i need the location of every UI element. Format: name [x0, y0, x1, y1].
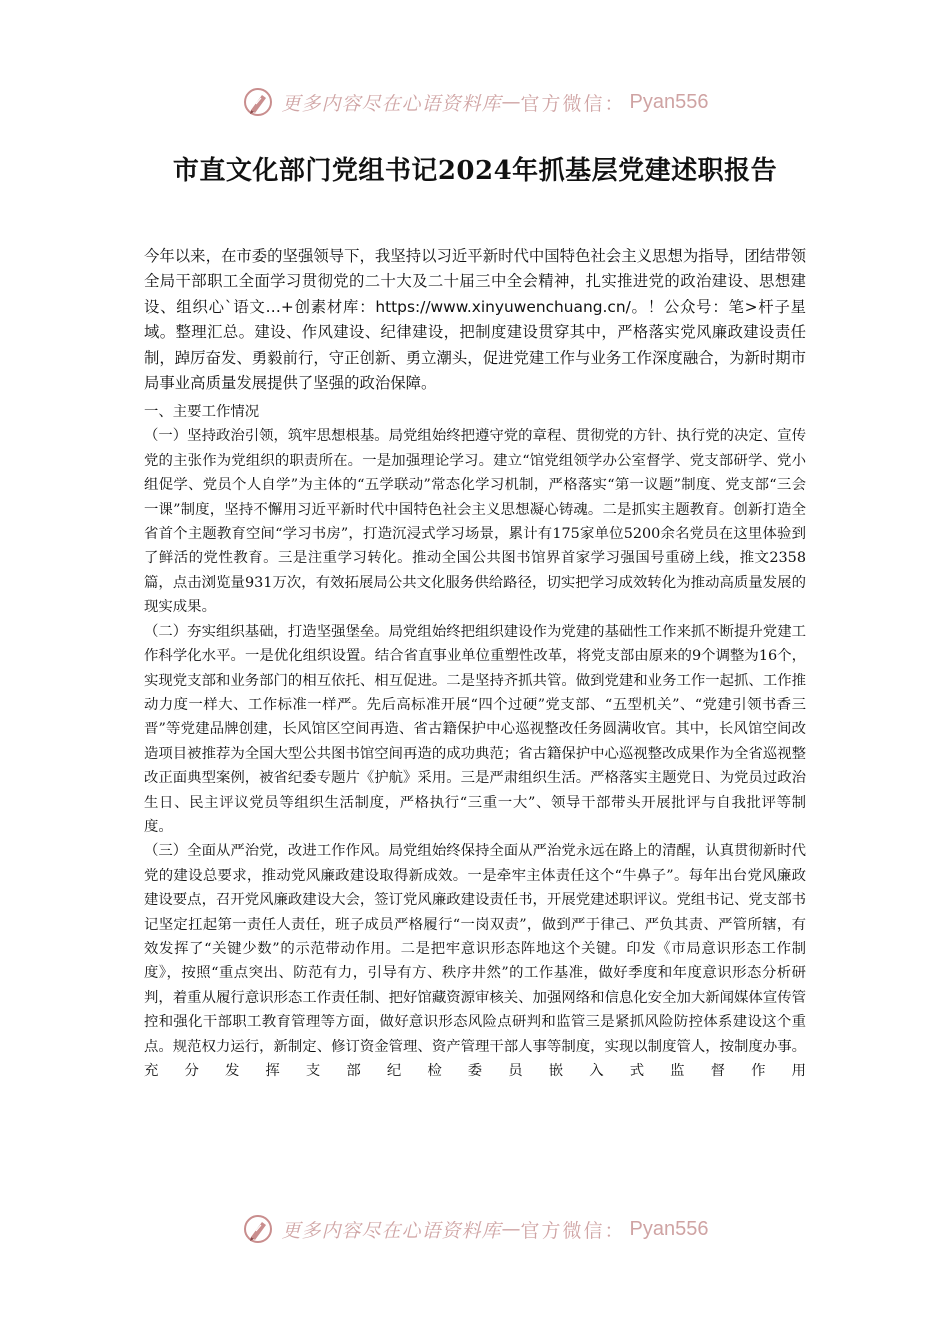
document-title: 市直文化部门党组书记2024年抓基层党建述职报告: [172, 156, 778, 186]
banner-wechat-id: Pyan556: [629, 90, 709, 113]
footer-banner: [0, 1209, 950, 1249]
banner-brand-text: 更多内容尽在心语资料库: [281, 1219, 502, 1242]
banner-brand-text: 更多内容尽在心语资料库: [281, 92, 502, 115]
banner-dash: —: [501, 1218, 521, 1240]
paragraph-strict-governance: （三）全面从严治党，改进工作作风。局党组始终保持全面从严治党永远在路上的清醒，认真贯彻新时代党的建设总要求，推动党风廉政建设取得新成效。一是牵牢主体责任这个“牛鼻子”。每年出台党风廉政建设要点，召开党风廉政建设大会，签订党风廉政建设责任书，开展党建述职评议。党组书记、党支部书记坚定扛起第一责任人责任，班子成员严格履行“一岗双责”，做到严于律己、严负其责、严管所辖，有效发挥了“关键少数”的示范带动作用。二是把牢意识形态阵地这个关键。印发《市局意识形态工作制度》，按照“重点突出、防范有力，引导有方、秩序井然”的工作基准，做好季度和年度意识形态分析研判，着重从履行意识形态工作责任制、把好馆藏资源审核关、加强网络和信息化安全加大新闻媒体宣传管控和强化干部职工教育管理等方面，做好意识形态风险点研判和监管三是紧抓风险防控体系建设这个重点。规范权力运行，新制定、修订资金管理、资产管理干部人事等制度，实现以制度管人，按制度办事。充分发挥支部纪检委员嵌入式监督作用: [144, 843, 806, 1079]
paragraph-political-guidance: （一）坚持政治引领，筑牢思想根基。局党组始终把遵守党的章程、贯彻党的方针、执行党的决定、宣传党的主张作为党组织的职责所在。一是加强理论学习。建立“馆党组领学办公室督学、党支部研学、党小组促学、党员个人自学”为主体的“五学联动”常态化学习机制，严格落实“第一议题”制度、党支部“三会一课”制度，坚持不懈用习近平新时代中国特色社会主义思想凝心铸魂。二是抓实主题教育。创新打造全省首个主题教育空间“学习书房”，打造沉浸式学习场景，累计有175家单位5200余名党员在这里体验到了鲜活的党性教育。三是注重学习转化。推动全国公共图书馆界首家学习强国号重磅上线，推文2358篇，点击浏览量931万次，有效拓展局公共文化服务供给路径，切实把学习成效转化为推动高质量发展的现实成果。: [144, 428, 806, 616]
pen-nib-logo-icon: [242, 1213, 274, 1245]
pen-nib-logo-icon: [242, 86, 274, 118]
banner-wechat-label: 官方微信：: [520, 1219, 626, 1242]
banner-wechat-label: 官方微信：: [520, 92, 626, 115]
paragraph-organization-foundation: （二）夯实组织基础，打造坚强堡垒。局党组始终把组织建设作为党建的基础性工作来抓不断提升党建工作科学化水平。一是优化组织设置。结合省直事业单位重塑性改革，将党支部由原来的9个调整为16个，实现党支部和业务部门的相互依托、相互促进。二是坚持齐抓共管。做到党建和业务工作一起抓、工作推动力度一样大、工作标准一样严。先后高标准开展“四个过硬”党支部、“五型机关”、“党建引领书香三晋”等党建品牌创建，长风馆区空间再造、省古籍保护中心巡视整改任务圆满收官。其中，长风馆空间改造项目被推荐为全国大型公共图书馆空间再造的成功典范；省古籍保护中心巡视整改成果作为全省巡视整改正面典型案例，被省纪委专题片《护航》采用。三是严肃组织生活。严格落实主题党日、为党员过政治生日、民主评议党员等组织生活制度，严格执行“三重一大”、领导干部带头开展批评与自我批评等制度。: [144, 623, 806, 835]
banner-wechat-id: Pyan556: [629, 1217, 709, 1240]
header-banner: [0, 82, 950, 122]
section-heading: 一、主要工作情况: [144, 404, 260, 421]
banner-dash: —: [501, 91, 521, 113]
document-body: [144, 244, 806, 1083]
intro-paragraph: 今年以来，在市委的坚强领导下，我坚持以习近平新时代中国特色社会主义思想为指导，团结带领全局干部职工全面学习贯彻党的二十大及二十届三中全会精神，扎实推进党的政治建设、思想建设、组织心`语文…+创素材库：https://www.xinyuwenchuang.cn/。！公众号：笔>杆子星域。整理汇总。建设、作风建设、纪律建设，把制度建设贯穿其中，严格落实党风廉政建设责任制，踔厉奋发、勇毅前行，守正创新、勇立潮头，促进党建工作与业务工作深度融合，为新时期市局事业高质量发展提供了坚强的政治保障。: [144, 247, 806, 393]
